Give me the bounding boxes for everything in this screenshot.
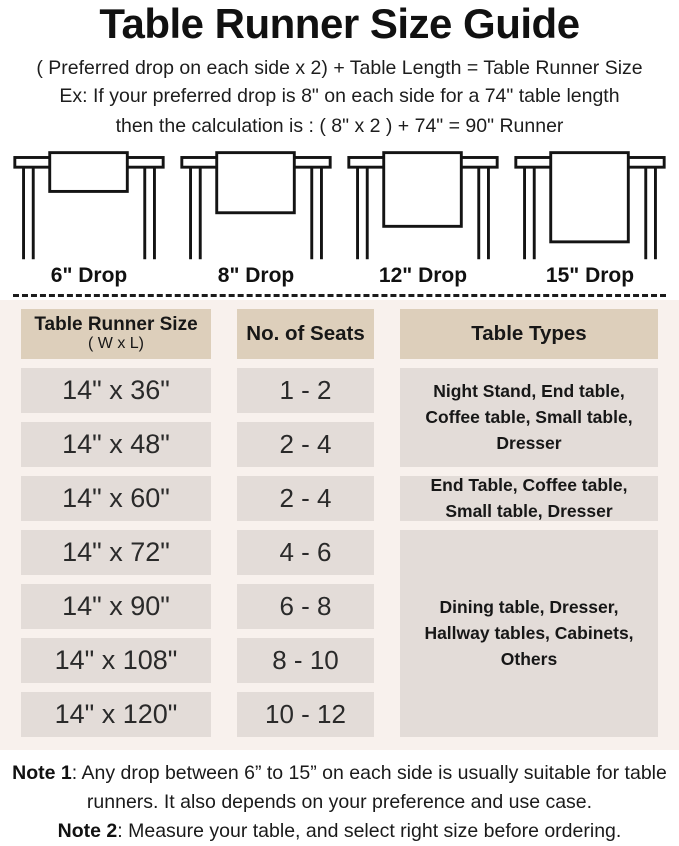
note-2 bbox=[6, 817, 673, 846]
table-runner-illustration bbox=[176, 149, 336, 261]
dashed-divider bbox=[13, 294, 666, 297]
size-table-section bbox=[0, 300, 679, 750]
note-1-text: : Any drop between 6” to 15” on each side is usually suitable for table runners. It also depends on your preference and use case. bbox=[71, 761, 667, 813]
note-2-label: Note 2 bbox=[57, 820, 118, 843]
drop-labels-row bbox=[0, 264, 679, 288]
size-cell: 14" x 48" bbox=[21, 422, 211, 467]
seats-cell: 6 - 8 bbox=[237, 584, 374, 629]
page-title: Table Runner Size Guide bbox=[99, 0, 580, 47]
example-line-1: Ex: If your preferred drop is 8" on each side for a 74" table length bbox=[59, 85, 620, 108]
column-header-seats: No. of Seats bbox=[237, 309, 374, 359]
note-1 bbox=[6, 759, 673, 818]
size-cell: 14" x 90" bbox=[21, 584, 211, 629]
size-table bbox=[21, 309, 658, 737]
drop-label: 15" Drop bbox=[545, 263, 635, 287]
column-header-runner-size-subtitle: ( W x L) bbox=[88, 335, 144, 353]
seats-cell: 10 - 12 bbox=[237, 692, 374, 737]
column-header-table-types: Table Types bbox=[400, 309, 658, 359]
table-types-cell: End Table, Coffee table, Small table, Dresser bbox=[400, 476, 658, 521]
seats-cell: 2 - 4 bbox=[237, 476, 374, 521]
note-2-text: : Measure your table, and select right size before ordering. bbox=[117, 820, 622, 843]
table-types-cell: Dining table, Dresser, Hallway tables, Cabinets, Others bbox=[400, 530, 658, 737]
seats-cell: 2 - 4 bbox=[237, 422, 374, 467]
drop-label: 6" Drop bbox=[50, 263, 128, 287]
column-header-runner-size bbox=[21, 309, 211, 359]
size-cell: 14" x 72" bbox=[21, 530, 211, 575]
seats-cell: 8 - 10 bbox=[237, 638, 374, 683]
table-runner-illustration bbox=[9, 149, 169, 261]
drop-illustrations-row bbox=[0, 149, 679, 261]
size-cell: 14" x 60" bbox=[21, 476, 211, 521]
formula-text: ( Preferred drop on each side x 2) + Table Length = Table Runner Size bbox=[36, 57, 643, 80]
note-1-label: Note 1 bbox=[12, 761, 72, 784]
seats-cell: 1 - 2 bbox=[237, 368, 374, 413]
column-header-runner-size-title: Table Runner Size bbox=[34, 313, 198, 335]
drop-label: 8" Drop bbox=[217, 263, 295, 287]
table-types-cell: Night Stand, End table, Coffee table, Small table, Dresser bbox=[400, 368, 658, 467]
table-runner-illustration bbox=[343, 149, 503, 261]
drop-label: 12" Drop bbox=[378, 263, 468, 287]
size-cell: 14" x 120" bbox=[21, 692, 211, 737]
seats-cell: 4 - 6 bbox=[237, 530, 374, 575]
example-line-2: then the calculation is : ( 8" x 2 ) + 74" = 90" Runner bbox=[115, 115, 564, 138]
notes bbox=[0, 759, 679, 846]
table-runner-illustration bbox=[510, 149, 670, 261]
size-cell: 14" x 36" bbox=[21, 368, 211, 413]
size-cell: 14" x 108" bbox=[21, 638, 211, 683]
